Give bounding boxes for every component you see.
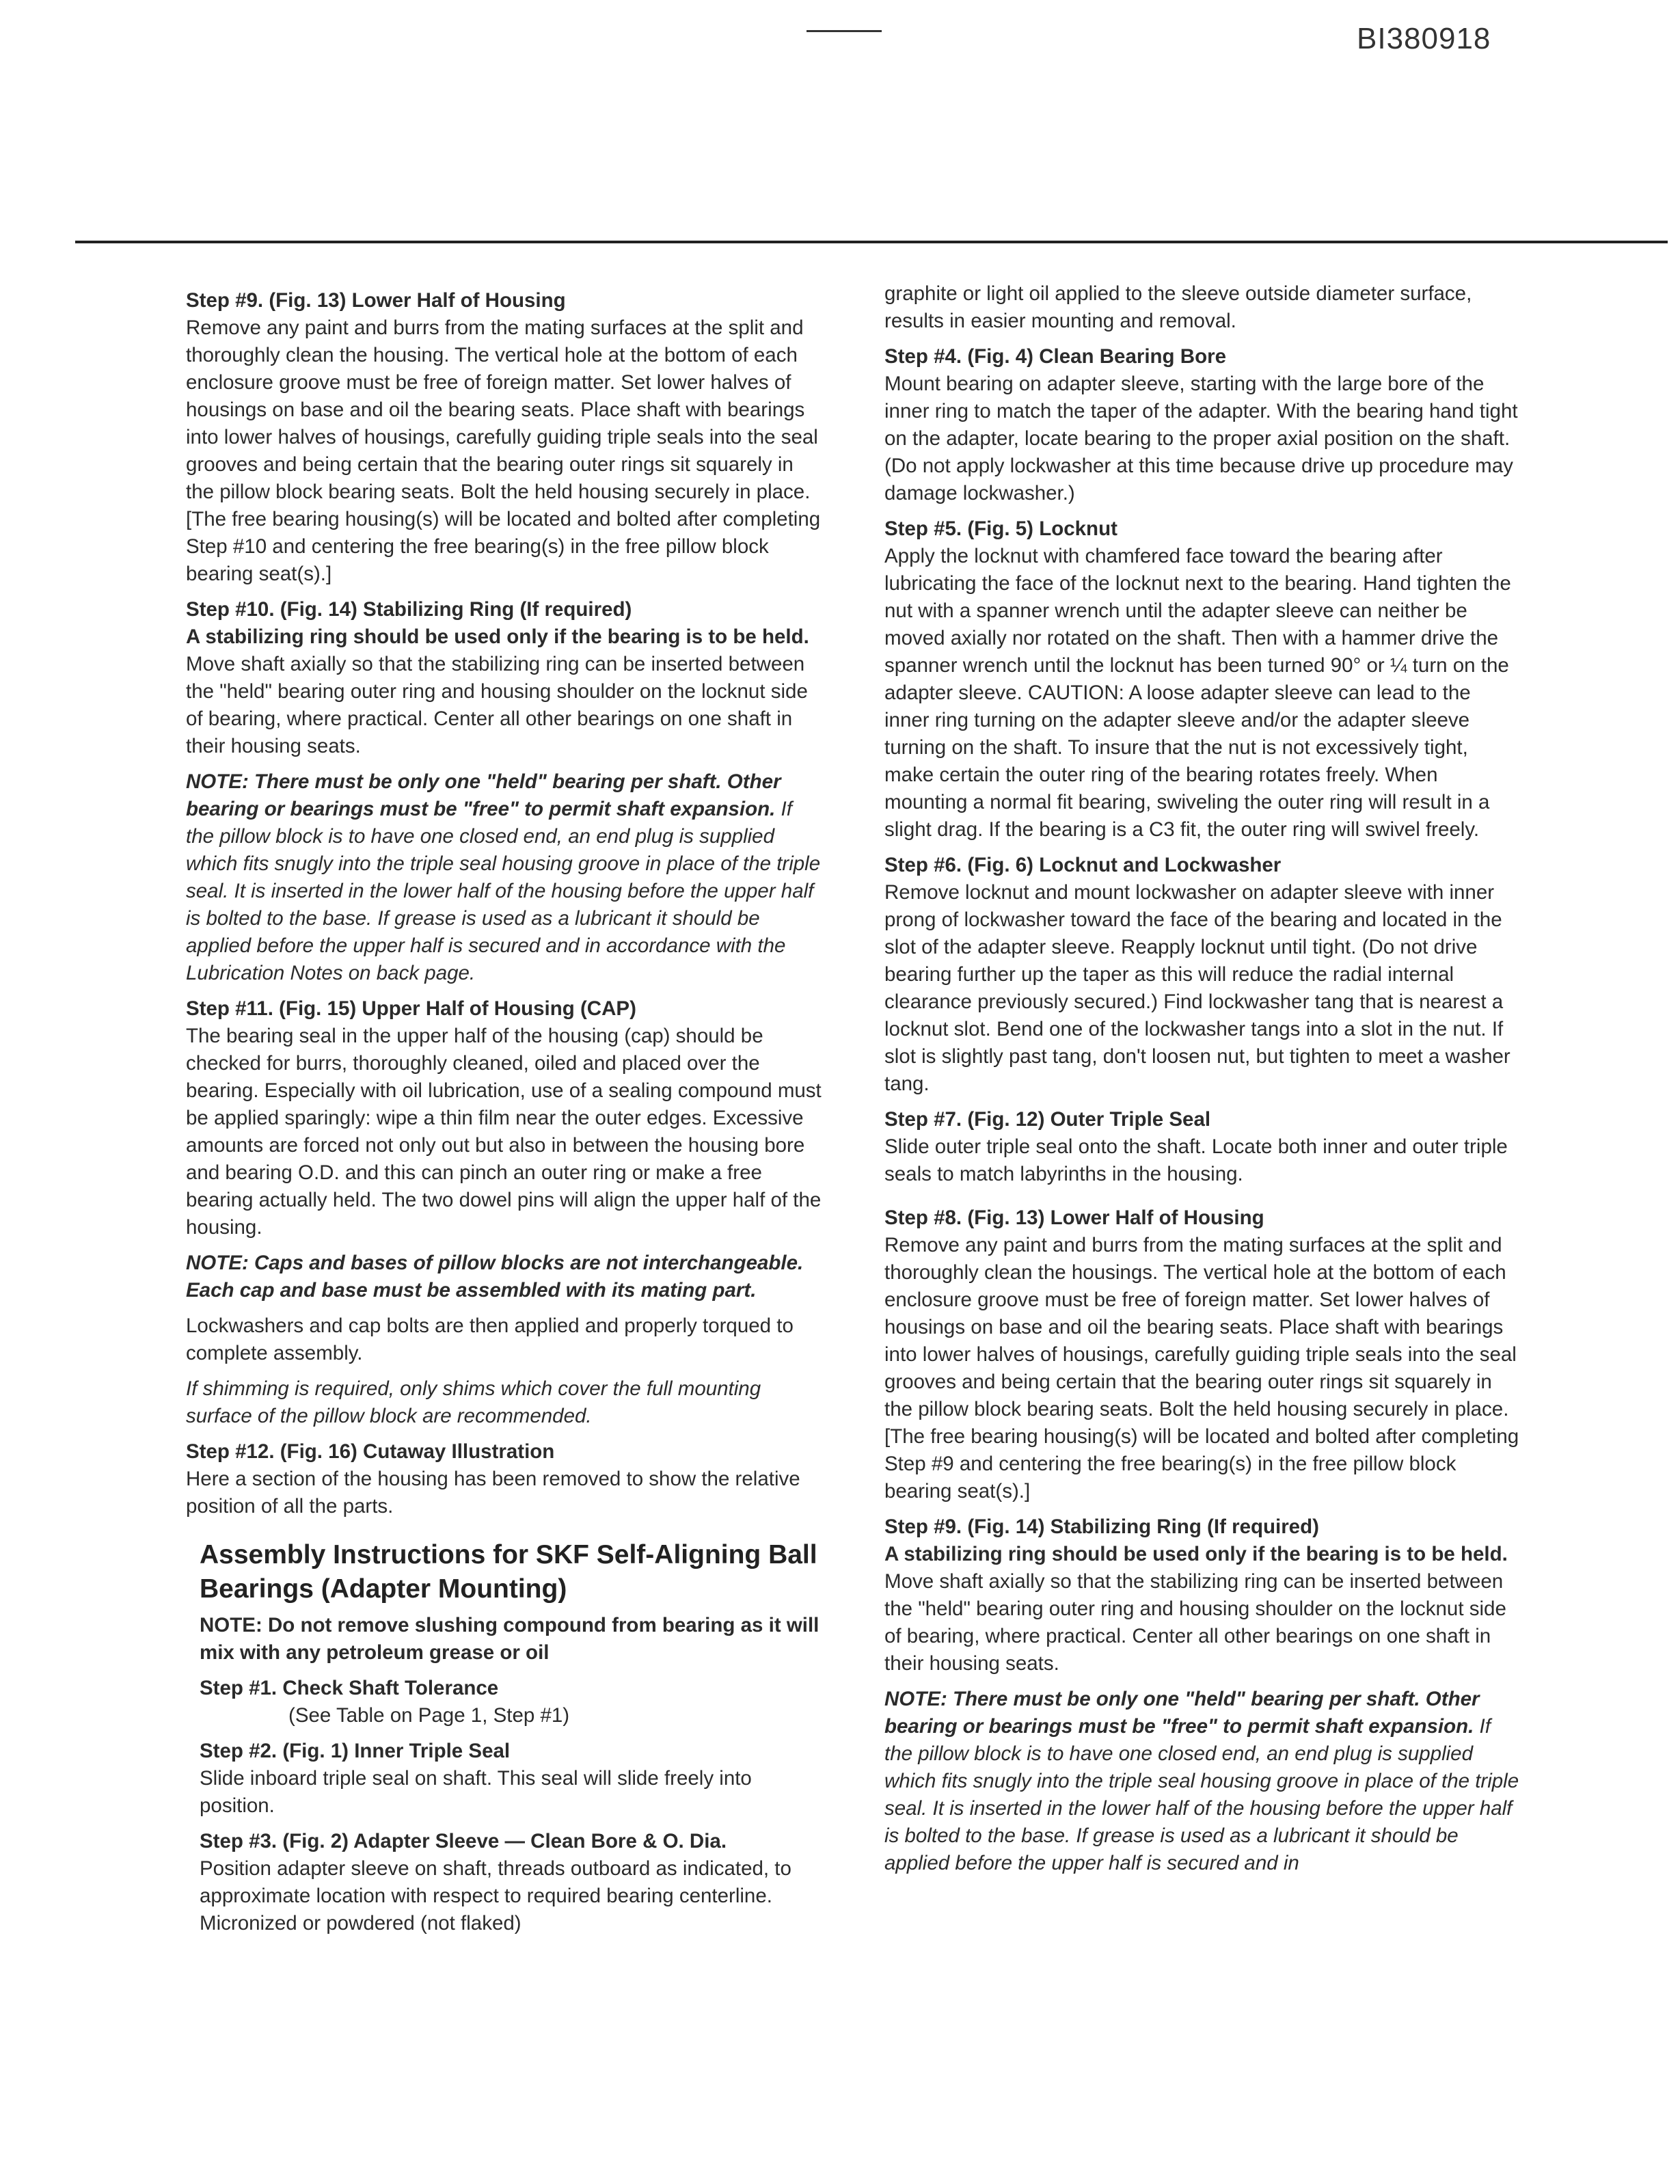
step-title: Step #1. Check Shaft Tolerance	[200, 1677, 499, 1699]
step-title: Step #2. (Fig. 1) Inner Triple Seal	[200, 1740, 511, 1762]
shimming-text: If shimming is required, only shims which cover the full mounting surface of the pillow block are recommended.	[186, 1377, 761, 1427]
step-9-lower-half	[186, 287, 822, 588]
step-lead: A stabilizing ring should be used only if the bearing is to be held.	[186, 625, 809, 648]
step-body: Move shaft axially so that the stabilizing ring can be inserted between the "held" bearing outer ring and housing shoulder on the locknut side of bearing, where practical. Center all other bearings on one shaft in their housing seats.	[186, 653, 808, 757]
step-body: The bearing seal in the upper half of the housing (cap) should be checked for burrs, thoroughly cleaned, oiled and placed over the bearing. Especially with oil lubrication, use of a sealing compound must be applied sparingly: wipe a thin film near the outer edges. Excessive amounts are forced not only out but also in between the housing bore and bearing O.D. and this can pinch an outer ring or make a free bearing actually held. The two dowel pins will align the upper half of the housing.	[186, 1025, 822, 1239]
step-title: Step #11. (Fig. 15) Upper Half of Housing (CAP)	[186, 997, 636, 1020]
step-9-stabilizing-ring	[884, 1513, 1520, 1677]
assembly-step-3	[186, 1828, 822, 1937]
step-title: Step #8. (Fig. 13) Lower Half of Housing	[884, 1206, 1264, 1229]
step-body: Position adapter sleeve on shaft, threads outboard as indicated, to approximate location with respect to required bearing centerline. Micronized or powdered (not flaked)	[200, 1857, 791, 1934]
step-body: Here a section of the housing has been removed to show the relative position of all the parts.	[186, 1468, 800, 1518]
right-column	[884, 280, 1520, 1885]
step-3-continued: graphite or light oil applied to the sleeve outside diameter surface, results in easier mounting and removal.	[884, 282, 1472, 332]
note-caps-bases: NOTE: Caps and bases of pillow blocks are not interchangeable. Each cap and base must be assembled with its mating part.	[186, 1252, 804, 1302]
step-5-locknut	[884, 515, 1520, 844]
step-4-bearing-bore	[884, 343, 1520, 507]
note-italic: If the pillow block is to have one closed end, an end plug is supplied which fits snugly into the triple seal housing groove in place of the triple seal. It is inserted in the lower half of the housing before the upper half is bolted to the base. If grease is used as a lubricant it should be applied before the upper half is secured and in	[884, 1715, 1519, 1874]
note-bold: NOTE: There must be only one "held" bearing per shaft. Other bearing or bearings must be "free" to permit shaft expansion.	[186, 770, 781, 820]
step-title: Step #10. (Fig. 14) Stabilizing Ring (If required)	[186, 598, 632, 621]
step-title: Step #3. (Fig. 2) Adapter Sleeve — Clean Bore & O. Dia.	[200, 1830, 727, 1852]
step-body: Remove any paint and burrs from the mating surfaces at the split and thoroughly clean the housings. The vertical hole at the bottom of each enclosure groove must be free of foreign matter. Set lower halves of housings on base and oil the bearing seats. Place shaft with bearings into lower halves of housings, carefully guiding triple seals into the seal grooves and being certain that the bearing outer rings sit squarely in the pillow block bearing seats. Bolt the held housing securely in place. [The free bearing housing(s) will be located and bolted after completing Step #9 and centering the free bearing(s) in the free pillow block bearing seat(s).]	[884, 1234, 1519, 1502]
note-italic: If the pillow block is to have one closed end, an end plug is supplied which fits snugly into the triple seal housing groove in place of the triple seal. It is inserted in the lower half of the housing before the upper half is bolted to the base. If grease is used as a lubricant it should be applied before the upper half is secured and in accordance with the Lubrication Notes on back page.	[186, 798, 821, 984]
step-body: Mount bearing on adapter sleeve, starting with the large bore of the inner ring to match the taper of the adapter. With the bearing hand tight on the adapter, locate bearing to the proper axial position on the shaft. (Do not apply lockwasher at this time because drive up procedure may damage lockwasher.)	[884, 373, 1518, 504]
step-11-upper-half	[186, 995, 822, 1241]
step-body-wrap	[186, 623, 822, 760]
step-10-stabilizing-ring	[186, 596, 822, 760]
note-held-bearing-right	[884, 1686, 1520, 1877]
header-rule	[75, 241, 1668, 243]
left-column	[186, 287, 822, 1945]
step-body: Remove any paint and burrs from the mating surfaces at the split and thoroughly clean the housing. The vertical hole at the bottom of each enclosure groove must be free of foreign matter. Set lower halves of housings on base and oil the bearing seats. Place shaft with bearings into lower halves of housings, carefully guiding triple seals into the seal grooves and being certain that the bearing outer rings sit squarely in the pillow block bearing seats. Bolt the held housing securely in place. [The free bearing housing(s) will be located and bolted after completing Step #10 and centering the free bearing(s) in the free pillow block bearing seat(s).]	[186, 316, 821, 585]
step-title: Step #9. (Fig. 14) Stabilizing Ring (If required)	[884, 1515, 1319, 1538]
step-body: Slide outer triple seal onto the shaft. Locate both inner and outer triple seals to match labyrinths in the housing.	[884, 1135, 1508, 1185]
step-title: Step #4. (Fig. 4) Clean Bearing Bore	[884, 345, 1226, 368]
top-dash-mark	[807, 30, 882, 32]
step-body: Slide inboard triple seal on shaft. This seal will slide freely into position.	[200, 1767, 752, 1817]
step-title: Step #9. (Fig. 13) Lower Half of Housing	[186, 289, 566, 312]
step-lead: A stabilizing ring should be used only if the bearing is to be held.	[884, 1543, 1508, 1565]
assembly-step-2	[186, 1738, 822, 1820]
step-body: Apply the locknut with chamfered face toward the bearing after lubricating the face of the locknut next to the bearing. Hand tighten the nut with a spanner wrench until the adapter sleeve can neither be moved axially nor rotated on the shaft. Then with a hammer drive the spanner wrench until the locknut has been turned 90° or ¼ turn on the adapter sleeve. CAUTION: A loose adapter sleeve can lead to the inner ring turning on the adapter sleeve and/or the adapter sleeve turning on the shaft. To insure that the nut is not excessively tight, make certain the outer ring of the bearing rotates freely. When mounting a normal fit bearing, swiveling the outer ring will result in a slight drag. If the bearing is a C3 fit, the outer ring will swivel freely.	[884, 545, 1511, 841]
step-6-lockwasher	[884, 852, 1520, 1098]
document-id: BI380918	[1357, 22, 1491, 55]
step-12-cutaway	[186, 1438, 822, 1520]
step-body: (See Table on Page 1, Step #1)	[288, 1704, 570, 1727]
step-8-lower-half	[884, 1204, 1520, 1505]
lockwashers-text: Lockwashers and cap bolts are then applied and properly torqued to complete assembly.	[186, 1315, 794, 1364]
step-body: Move shaft axially so that the stabilizing ring can be inserted between the "held" bearing outer ring and housing shoulder on the locknut side of bearing, where practical. Center all other bearings on one shaft in their housing seats.	[884, 1570, 1506, 1675]
step-title: Step #7. (Fig. 12) Outer Triple Seal	[884, 1108, 1211, 1131]
step-title: Step #5. (Fig. 5) Locknut	[884, 517, 1117, 540]
step-7-outer-seal	[884, 1106, 1520, 1188]
step-title: Step #6. (Fig. 6) Locknut and Lockwasher	[884, 854, 1282, 876]
assembly-step-1	[186, 1675, 822, 1729]
note-bold: NOTE: There must be only one "held" bearing per shaft. Other bearing or bearings must be "free" to permit shaft expansion.	[884, 1688, 1480, 1738]
note-held-bearing	[186, 768, 822, 987]
note-slushing: NOTE: Do not remove slushing compound from bearing as it will mix with any petroleum grease or oil	[200, 1614, 819, 1664]
step-body-wrap	[884, 1541, 1520, 1677]
section-heading: Assembly Instructions for SKF Self-Aligning Ball Bearings (Adapter Mounting)	[200, 1540, 817, 1604]
step-body: Remove locknut and mount lockwasher on adapter sleeve with inner prong of lockwasher toward the face of the bearing and located in the slot of the adapter sleeve. Reapply locknut until tight. (Do not drive bearing further up the taper as this will reduce the radial internal clearance previously secured.) Find lockwasher tang that is nearest a locknut slot. Bend one of the lockwasher tangs into a slot in the nut. If slot is slightly past tang, don't loosen nut, but tighten to meet a washer tang.	[884, 881, 1510, 1095]
step-title: Step #12. (Fig. 16) Cutaway Illustration	[186, 1440, 555, 1463]
